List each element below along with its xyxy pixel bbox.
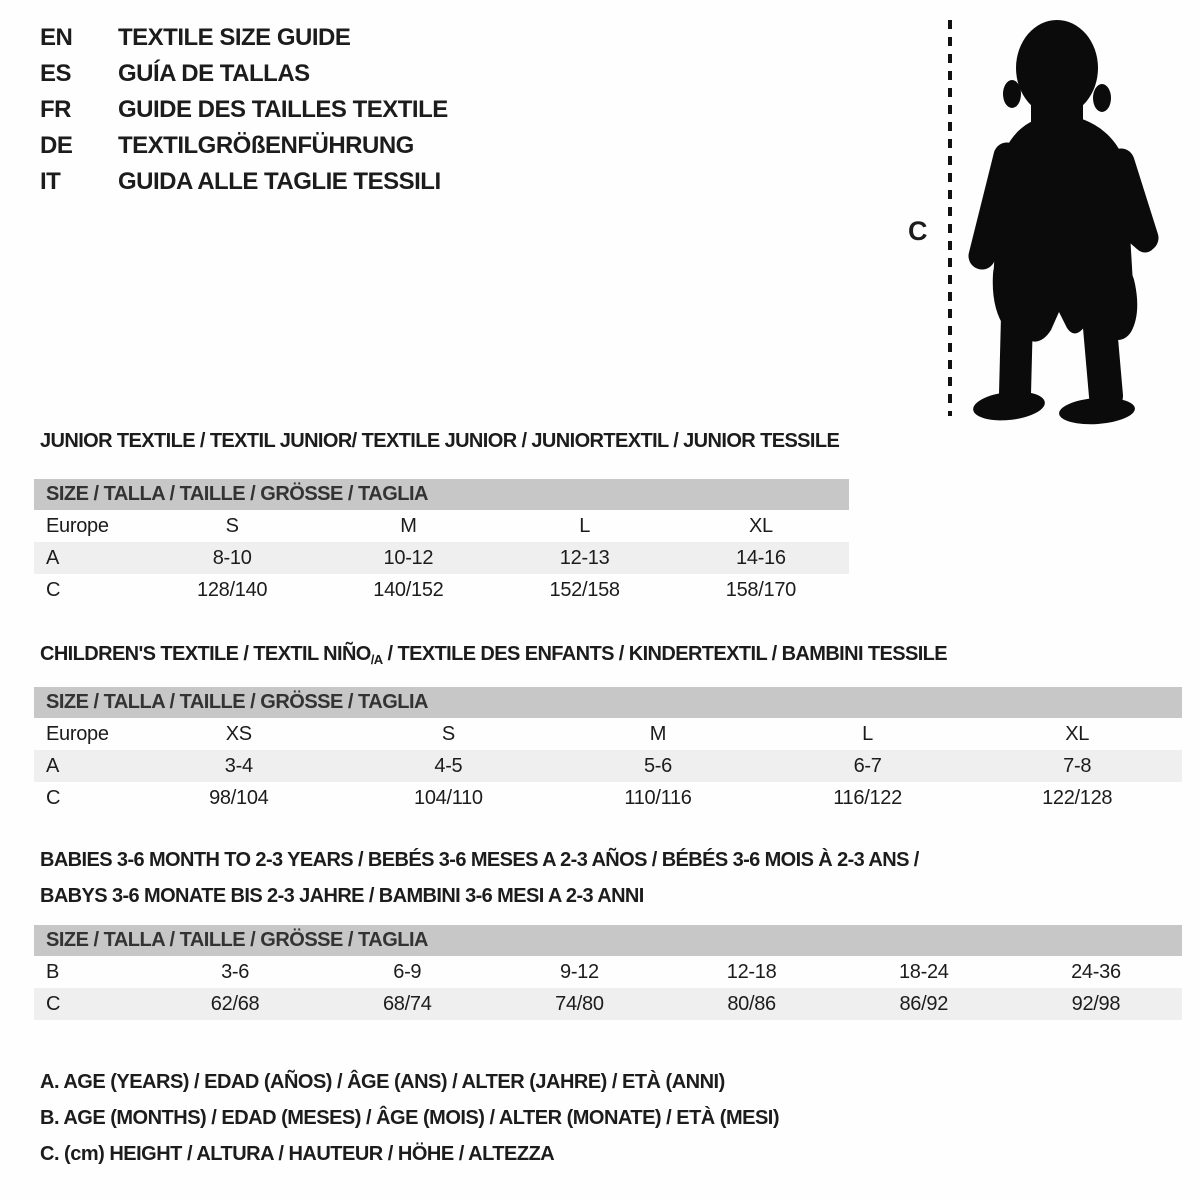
lang-code-en: EN [40, 24, 73, 51]
size-cell: M [400, 514, 417, 537]
children-heading-subscript: /A [370, 652, 383, 667]
age-cell: 12-13 [559, 546, 610, 569]
height-cell: 86/92 [899, 992, 949, 1015]
toddler-silhouette-icon [902, 12, 1164, 426]
junior-age-row [34, 542, 849, 574]
height-cell: 62/68 [210, 992, 260, 1015]
children-age-row [34, 750, 1182, 782]
size-cell: XS [225, 722, 252, 745]
row-label: A [46, 546, 60, 569]
babies-section-heading [40, 842, 919, 914]
age-cell: 4-5 [434, 754, 463, 777]
age-cell: 3-6 [221, 960, 250, 983]
size-cell: L [579, 514, 591, 537]
age-cell: 3-4 [224, 754, 253, 777]
age-cell: 6-9 [393, 960, 422, 983]
size-cell: L [862, 722, 873, 745]
children-size-table [34, 687, 1182, 814]
size-cell: S [225, 514, 239, 537]
junior-size-table [34, 479, 849, 606]
age-cell: 12-18 [726, 960, 777, 983]
children-height-row [34, 782, 1182, 814]
legend-age-years: A. AGE (YEARS) / EDAD (AÑOS) / ÂGE (ANS) / ALTER (JAHRE) / ETÀ (ANNI) [40, 1070, 725, 1093]
row-label: Europe [46, 514, 109, 537]
toddler-silhouette [972, 20, 1145, 426]
babies-age-row [34, 956, 1182, 988]
title-row-es [40, 56, 448, 92]
row-label: B [46, 960, 60, 983]
age-cell: 7-8 [1063, 754, 1092, 777]
babies-heading-line2: BABYS 3-6 MONATE BIS 2-3 JAHRE / BAMBINI 3-6 MESI A 2-3 ANNI [40, 885, 644, 907]
children-size-header-bar: SIZE / TALLA / TAILLE / GRÖSSE / TAGLIA [34, 687, 1182, 718]
age-cell: 9-12 [560, 960, 599, 983]
title-language-list [40, 20, 448, 200]
age-cell: 8-10 [212, 546, 252, 569]
size-cell: S [441, 722, 455, 745]
height-cell: 92/98 [1071, 992, 1121, 1015]
height-cell: 80/86 [727, 992, 776, 1015]
height-cell: 110/116 [624, 786, 692, 809]
title-row-en [40, 20, 448, 56]
children-section-heading [40, 643, 947, 667]
legend-height-cm: C. (cm) HEIGHT / ALTURA / HAUTEUR / HÖHE / ALTEZZA [40, 1142, 555, 1165]
height-cell: 116/122 [833, 786, 902, 809]
legend-age-months: B. AGE (MONTHS) / EDAD (MESES) / ÂGE (MOIS) / ALTER (MONATE) / ETÀ (MESI) [40, 1106, 780, 1129]
guide-title-de: TEXTILGRÖßENFÜHRUNG [118, 132, 414, 159]
babies-heading-line1: BABIES 3-6 MONTH TO 2-3 YEARS / BEBÉS 3-6 MESES A 2-3 AÑOS / BÉBÉS 3-6 MOIS À 2-3 ANS / [40, 849, 919, 871]
lang-code-it: IT [40, 168, 61, 195]
age-cell: 18-24 [898, 960, 949, 983]
guide-title-it: GUIDA ALLE TAGLIE TESSILI [118, 168, 441, 195]
height-cell: 74/80 [555, 992, 604, 1015]
row-label: A [46, 754, 60, 777]
guide-title-es: GUÍA DE TALLAS [118, 60, 310, 87]
junior-height-row [34, 574, 849, 606]
height-cell: 68/74 [382, 992, 432, 1015]
height-cell: 128/140 [197, 578, 268, 601]
lang-code-de: DE [40, 132, 73, 159]
age-cell: 6-7 [853, 754, 882, 777]
height-cell: 122/128 [1042, 786, 1113, 809]
age-cell: 5-6 [643, 754, 672, 777]
lang-code-fr: FR [40, 96, 71, 123]
height-cell: 98/104 [209, 786, 269, 809]
size-cell: M [649, 722, 667, 745]
children-europe-row [34, 718, 1182, 750]
row-label: C [46, 786, 61, 809]
row-label: C [46, 992, 61, 1015]
height-cell: 140/152 [373, 578, 444, 601]
age-cell: 14-16 [736, 546, 786, 569]
height-cell: 104/110 [414, 786, 483, 809]
size-cell: XL [1065, 722, 1090, 745]
age-cell: 10-12 [383, 546, 434, 569]
junior-size-header-bar: SIZE / TALLA / TAILLE / GRÖSSE / TAGLIA [34, 479, 849, 510]
guide-title-en: TEXTILE SIZE GUIDE [118, 24, 351, 51]
height-cell: 152/158 [549, 578, 620, 601]
babies-height-row [34, 988, 1182, 1020]
guide-title-fr: GUIDE DES TAILLES TEXTILE [118, 96, 448, 123]
height-cell: 158/170 [725, 578, 796, 601]
children-heading-pre: CHILDREN'S TEXTILE / TEXTIL NIÑO [40, 643, 371, 665]
babies-size-table [34, 925, 1182, 1020]
children-heading-post: / TEXTILE DES ENFANTS / KINDERTEXTIL / BAMBINI TESSILE [382, 643, 948, 665]
height-measure-label: C [908, 216, 927, 246]
height-figure [902, 12, 1164, 426]
babies-size-header-bar: SIZE / TALLA / TAILLE / GRÖSSE / TAGLIA [34, 925, 1182, 956]
size-cell: XL [748, 514, 773, 537]
row-label: C [46, 578, 61, 601]
lang-code-es: ES [40, 60, 72, 87]
junior-europe-row [34, 510, 849, 542]
title-row-de [40, 128, 448, 164]
age-cell: 24-36 [1071, 960, 1121, 983]
junior-section-heading: JUNIOR TEXTILE / TEXTIL JUNIOR/ TEXTILE JUNIOR / JUNIORTEXTIL / JUNIOR TESSILE [40, 430, 840, 452]
title-row-it [40, 164, 448, 200]
legend [40, 1064, 779, 1172]
title-row-fr [40, 92, 448, 128]
row-label: Europe [46, 722, 109, 745]
